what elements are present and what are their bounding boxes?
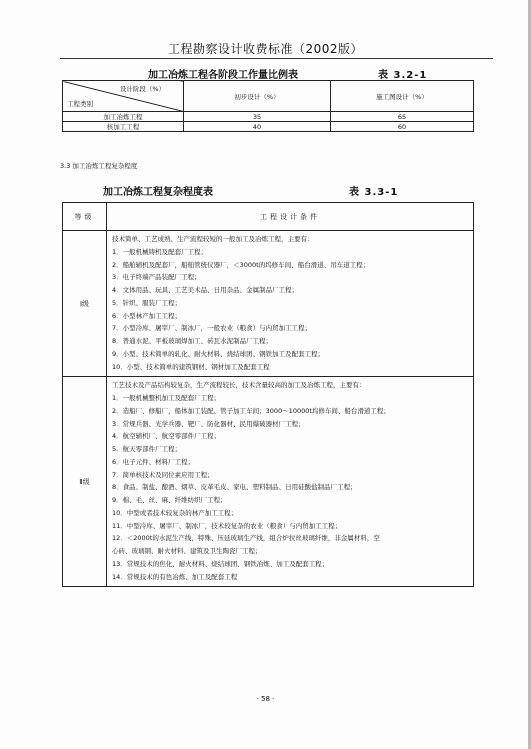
row-prelim-value: 35 [184,112,331,122]
list-item: 13．常规技术的焦化、耐火材料、烧结球团、钢铁冶炼、加工及配套工程； [112,559,329,568]
table2-caption: 加工冶炼工程复杂程度表 [103,187,213,198]
row-category: 核加工工程 [63,122,184,132]
list-item: 7．小型冷库、屠宰厂、制冰厂，一般农业（粮食）与内贸加工工程； [112,324,312,333]
list-item: 11．中型冷库、屠宰厂、制冰厂，技术较复杂的农业（粮食）与内贸加工工程； [112,521,342,530]
list-item: 8．普通水泥、平板玻璃焊加工、砖瓦水泥制品厂工程； [112,337,273,345]
column-header-grade: 等级 [63,203,107,231]
column-header-prelim: 初步设计（%） [184,81,331,112]
complexity-table [62,202,474,587]
grade-conditions-list [107,377,474,587]
table1-number: 表 3.2-1 [378,70,428,81]
diagonal-header-cell [63,81,184,112]
list-item: 技术简单、工艺成熟、生产流程较短的一般加工及冶炼工程，主要有： [112,235,314,243]
list-item: 9．棉、毛、丝、麻、纤维纺织厂工程； [112,496,227,504]
grade-label: Ⅰ级 [63,231,107,377]
list-item: 3．电子终端产品装配厂工程； [112,273,201,282]
table1-caption: 加工冶炼工程各阶段工作量比例表 [148,70,298,81]
list-item: 6．电子元件、材料厂工程； [112,457,195,466]
list-item: 6．小型林产加工工程； [112,311,182,320]
row-prelim-value: 40 [184,122,331,132]
list-item: 14．常规技术的有色冶炼、加工及配套工程 [112,572,238,581]
list-item: 3．常规兵器、光学兵器、靶厂、防化器材、民用爆破器材厂工程； [112,419,305,428]
table-row [63,112,474,122]
list-item: 10．小型、技术简单的建筑钢材、钢材加工及配套工程 [112,362,270,371]
list-item: 1．一般机械铸机及配套厂工程； [112,247,208,256]
list-item: 2．船舶辅机及配套厂，船舶管统仪器厂，＜3000t的坞修车间、船台滑道、吊车道工程； [112,260,370,269]
subsection-title: 3.3 加工冶炼工程复杂程度 [60,162,138,170]
grade-row [63,377,474,587]
workload-ratio-table [62,80,474,132]
table2-number: 表 3.3-1 [349,187,399,198]
list-item: 1．一般机械整机加工及配套厂工程； [112,394,221,402]
list-item: 5．航天零部件厂工程； [112,445,182,453]
table-row [63,122,474,132]
list-item: 5．针织、服装厂工程； [112,298,182,307]
page-number: · 58 · [256,695,275,703]
grade-label: Ⅱ级 [63,377,107,587]
column-header-construction: 施工图设计（%） [331,81,474,112]
list-item: 4．航空辅机厂、航空零部件厂工程； [112,432,221,441]
list-item: 心砖、玻璃钢、耐火材料、建筑及卫生陶瓷厂工程； [112,547,262,555]
list-item: 4．文体用品、玩具、工艺美术品、日用杂品、金属制品厂工程； [112,286,299,294]
grade-row [63,231,474,377]
row-construction-value: 65 [331,112,474,122]
running-header: 工程勘察设计收费标准（2002版） [167,42,364,56]
list-item: 7．简单核技术及同位素应用工程； [112,470,214,479]
column-header-conditions: 工程设计条件 [107,203,474,231]
list-item: 8．食品、制盐、酿酒、烟草、皮革毛皮、家电、塑料制品、日用硅酸盐制品厂工程； [112,483,357,492]
row-category: 加工冶炼工程 [63,112,184,122]
header-rule [60,58,493,59]
diag-header-bottom: 工程类别 [67,100,93,108]
diag-header-top: 设计阶段（%） [119,85,165,93]
grade-conditions-list [107,231,474,377]
list-item: 2．造船厂、修船厂，船体加工装配、管子加工车间；3000～10000t坞修车间、船台滑道工程； [112,406,390,415]
list-item: 12．＜2000t的水泥生产线，特殊、压延玻璃生产线，组合炉拉丝玻璃纤维，非金属材料，空 [112,534,380,543]
list-item: 工艺技术及产品结构较复杂，生产流程较长，技术含量较高的加工及冶炼工程，主要有： [112,381,366,390]
list-item: 9．小型、技术简单的轧化、耐火材料、烧结球团、钢铁加工及配套工程； [112,349,325,358]
list-item: 10．中型或者技术较复杂的林产加工工程； [112,508,238,517]
row-construction-value: 60 [331,122,474,132]
